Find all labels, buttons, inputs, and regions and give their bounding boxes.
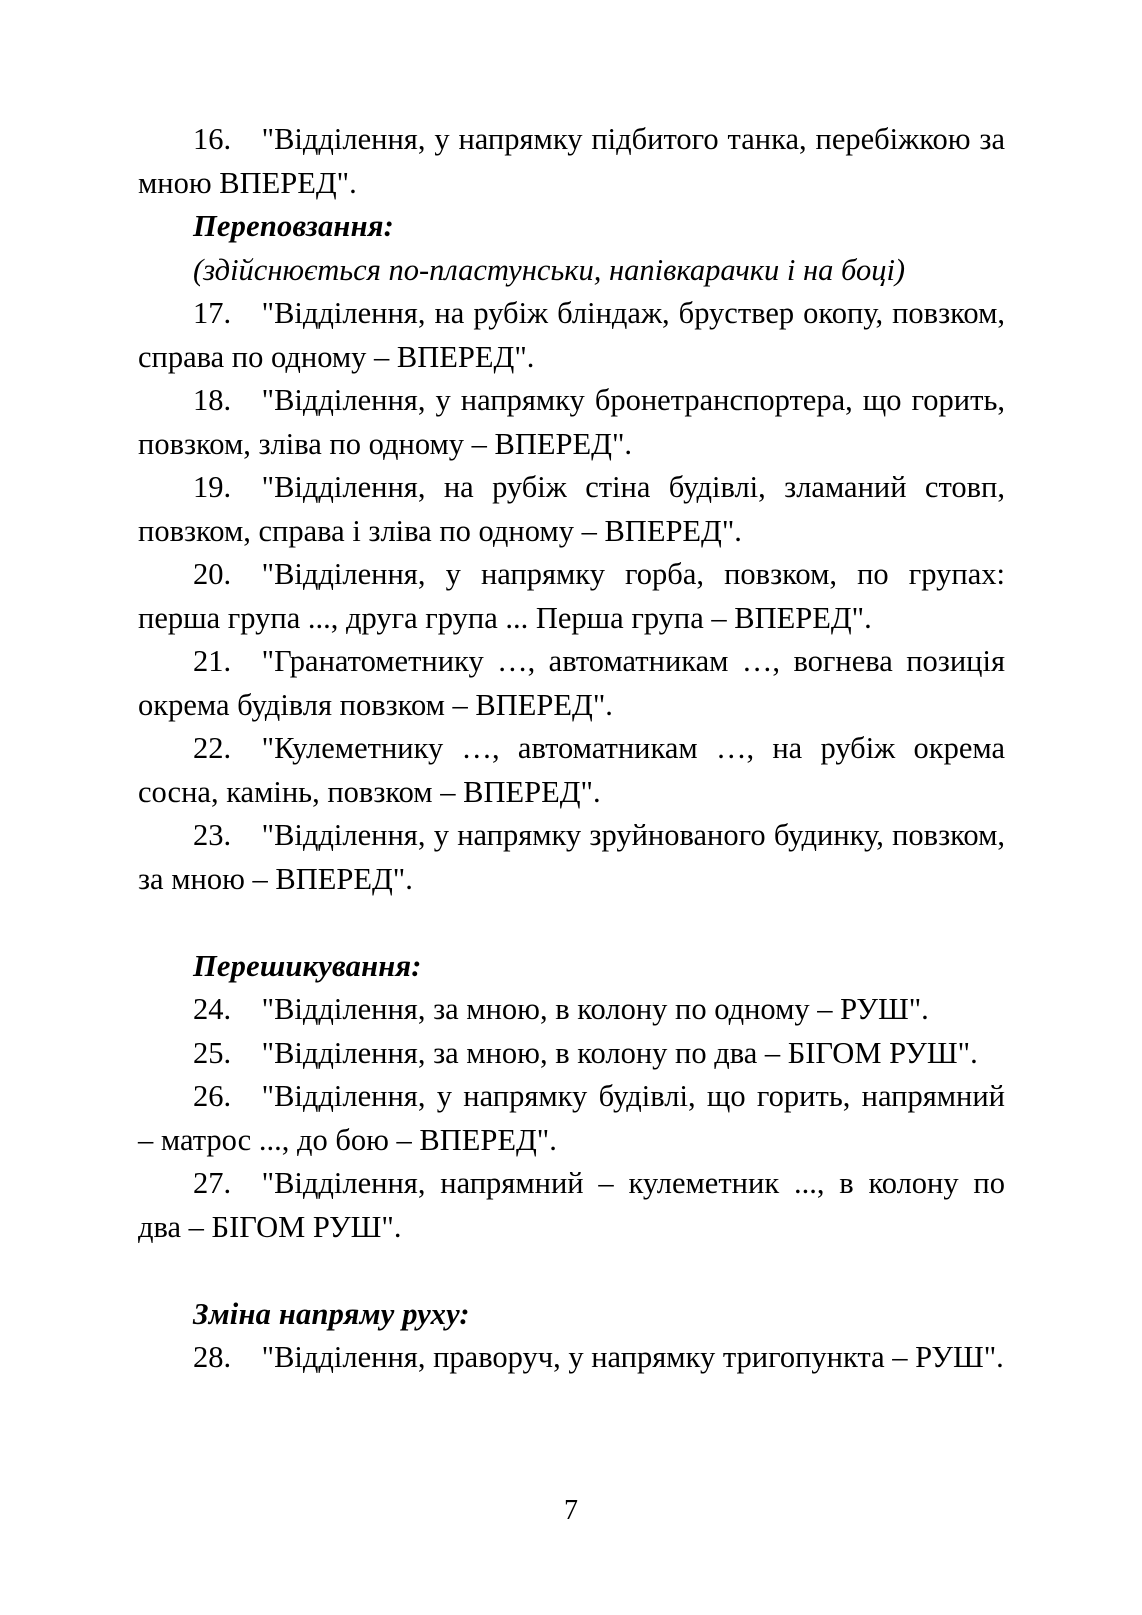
command-text: "Відділення, напрямний – кулеметник ..., в колону по два – БІГОМ РУШ". (138, 1166, 1005, 1244)
page-number: 7 (564, 1495, 578, 1526)
heading-pereshykuvannya: Перешикування: (193, 948, 422, 983)
command-number: 23. (193, 818, 232, 852)
command-text: "Відділення, у напрямку підбитого танка, перебіжкою за мною ВПЕРЕД". (138, 122, 1005, 200)
heading-perepovzannya: Переповзання: (193, 209, 394, 243)
command-text: "Відділення, за мною, в колону по одному – РУШ". (261, 992, 929, 1026)
command-22 (138, 727, 1005, 814)
command-24 (138, 988, 1005, 1032)
command-17 (138, 292, 1005, 379)
command-number: 20. (193, 557, 232, 591)
command-number: 27. (193, 1166, 232, 1200)
command-text: "Кулеметнику …, автоматникам …, на рубіж окрема сосна, камінь, повзком – ВПЕРЕД". (138, 731, 1005, 809)
heading-zmina-napryamu-ruhu: Зміна напряму руху: (193, 1296, 470, 1331)
command-text: "Відділення, у напрямку горба, повзком, по групах: перша група ..., друга група ... Перша група – ВПЕРЕД". (138, 557, 1005, 635)
page-text-column (138, 118, 1005, 1380)
command-text: "Гранатометнику …, автоматникам …, вогнева позиція окрема будівля повзком – ВПЕРЕД". (138, 644, 1005, 722)
command-number: 19. (193, 470, 232, 504)
command-text: "Відділення, за мною, в колону по два – БІГОМ РУШ". (261, 1035, 978, 1070)
block-spacer-2 (138, 1249, 1005, 1293)
command-25 (138, 1032, 1005, 1076)
command-26 (138, 1075, 1005, 1162)
command-19 (138, 466, 1005, 553)
command-number: 16. (193, 122, 232, 156)
command-text: "Відділення, на рубіж стіна будівлі, зламаний стовп, повзком, справа і зліва по одному – ВПЕРЕД". (138, 470, 1005, 548)
command-21 (138, 640, 1005, 727)
command-text: "Відділення, у напрямку зруйнованого будинку, повзком, за мною – ВПЕРЕД". (138, 818, 1005, 896)
command-text: "Відділення, у напрямку будівлі, що горить, напрямний – матрос ..., до бою – ВПЕРЕД". (138, 1079, 1005, 1157)
command-number: 26. (193, 1079, 232, 1113)
command-18 (138, 379, 1005, 466)
command-20 (138, 553, 1005, 640)
command-text: "Відділення, на рубіж бліндаж, бруствер окопу, повзком, справа по одному – ВПЕРЕД". (138, 296, 1005, 374)
command-number: 25. (193, 1035, 232, 1070)
command-number: 17. (193, 296, 232, 330)
command-text: "Відділення, у напрямку бронетранспортера, що горить, повзком, зліва по одному – ВПЕРЕД". (138, 383, 1005, 461)
command-text: "Відділення, праворуч, у напрямку тригопункта – РУШ". (261, 1340, 1004, 1374)
command-number: 24. (193, 992, 232, 1026)
command-number: 22. (193, 731, 232, 765)
command-number: 18. (193, 383, 232, 417)
command-23 (138, 814, 1005, 901)
command-number: 21. (193, 644, 232, 678)
command-16 (138, 118, 1005, 205)
note-perepovzannya: (здійснюється по-пластунськи, напівкарачки і на боці) (193, 252, 906, 287)
command-number: 28. (193, 1340, 232, 1374)
command-27 (138, 1162, 1005, 1249)
block-spacer-1 (138, 901, 1005, 945)
command-28 (138, 1336, 1005, 1380)
